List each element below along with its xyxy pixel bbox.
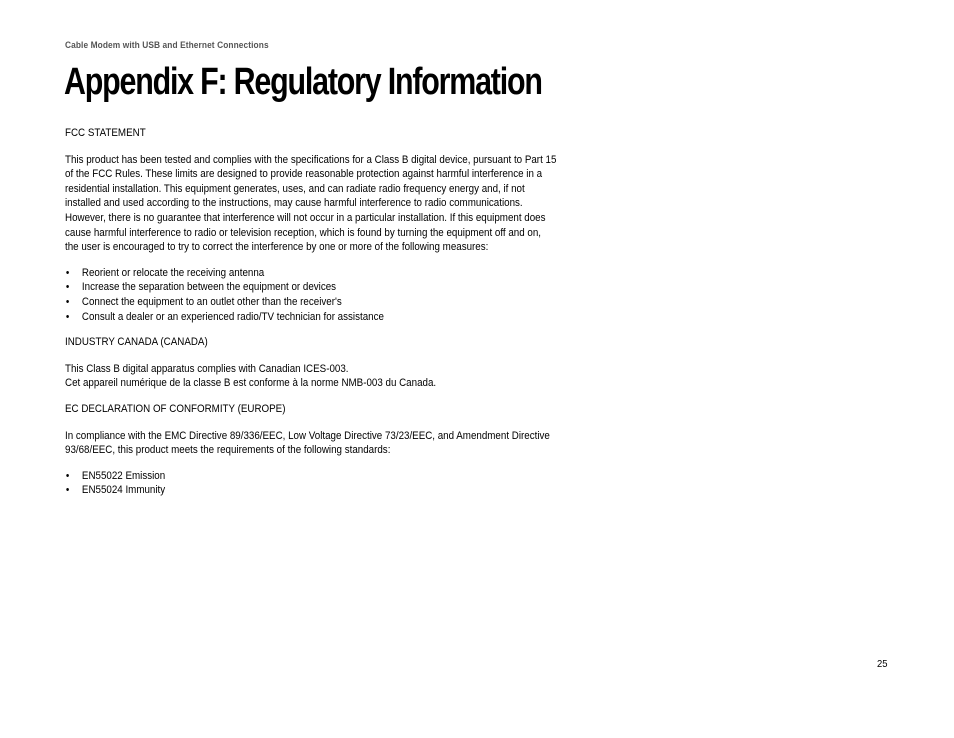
- canada-paragraph: This Class B digital apparatus complies with Canadian ICES-003. Cet appareil numérique de la classe B est conforme à la norme NMB-003 du Canada.: [65, 362, 437, 390]
- list-item-text: Connect the equipment to an outlet other than the receiver's: [81, 295, 342, 308]
- list-item: [65, 310, 590, 325]
- list-item-text: Increase the separation between the equipment or devices: [81, 281, 337, 294]
- page-number: 25: [877, 658, 888, 670]
- ec-heading: EC DECLARATION OF CONFORMITY (EUROPE): [65, 402, 286, 415]
- list-item-text: EN55022 Emission: [81, 469, 166, 482]
- page-title: Appendix F: Regulatory Information: [64, 61, 542, 103]
- canada-heading: INDUSTRY CANADA (CANADA): [65, 336, 208, 349]
- bullet-icon: •: [65, 484, 70, 497]
- bullet-icon: •: [65, 281, 70, 294]
- list-item: [65, 469, 590, 484]
- content-body: [65, 126, 590, 498]
- list-item: [65, 295, 590, 310]
- list-item: [65, 483, 590, 498]
- bullet-icon: •: [65, 469, 70, 482]
- list-item-text: EN55024 Immunity: [81, 484, 166, 497]
- bullet-icon: •: [65, 295, 70, 308]
- content: [65, 126, 645, 509]
- list-item: [65, 266, 590, 281]
- fcc-measures-list: [65, 266, 590, 324]
- ec-standards-list: [65, 469, 590, 498]
- list-item: [65, 280, 590, 295]
- list-item-text: Reorient or relocate the receiving antenna: [81, 266, 265, 279]
- list-item-text: Consult a dealer or an experienced radio/TV technician for assistance: [81, 310, 384, 323]
- fcc-paragraph: This product has been tested and complies with the specifications for a Class B digital device, pursuant to Part 15 of the FCC Rules. These limits are designed to provide reasonable protection against harmful interference in a residential installation. This equipment generates, uses, and can radiate radio frequency energy and, if not installed and used according to the instructions, may cause harmful interference to radio communications. However, there is no guarantee that interference will not occur in a particular installation. If this equipment does cause harmful interference to radio or television reception, which is found by turning the equipment off and on, the user is encouraged to try to correct the interference by one or more of the following measures:: [65, 153, 557, 254]
- ec-paragraph: In compliance with the EMC Directive 89/336/EEC, Low Voltage Directive 73/23/EEC, and Amendment Directive 93/68/EEC, this product meets the requirements of the following standards:: [65, 429, 550, 457]
- running-header: Cable Modem with USB and Ethernet Connections: [65, 40, 269, 51]
- bullet-icon: •: [65, 266, 70, 279]
- fcc-heading: FCC STATEMENT: [65, 127, 146, 139]
- bullet-icon: •: [65, 310, 70, 323]
